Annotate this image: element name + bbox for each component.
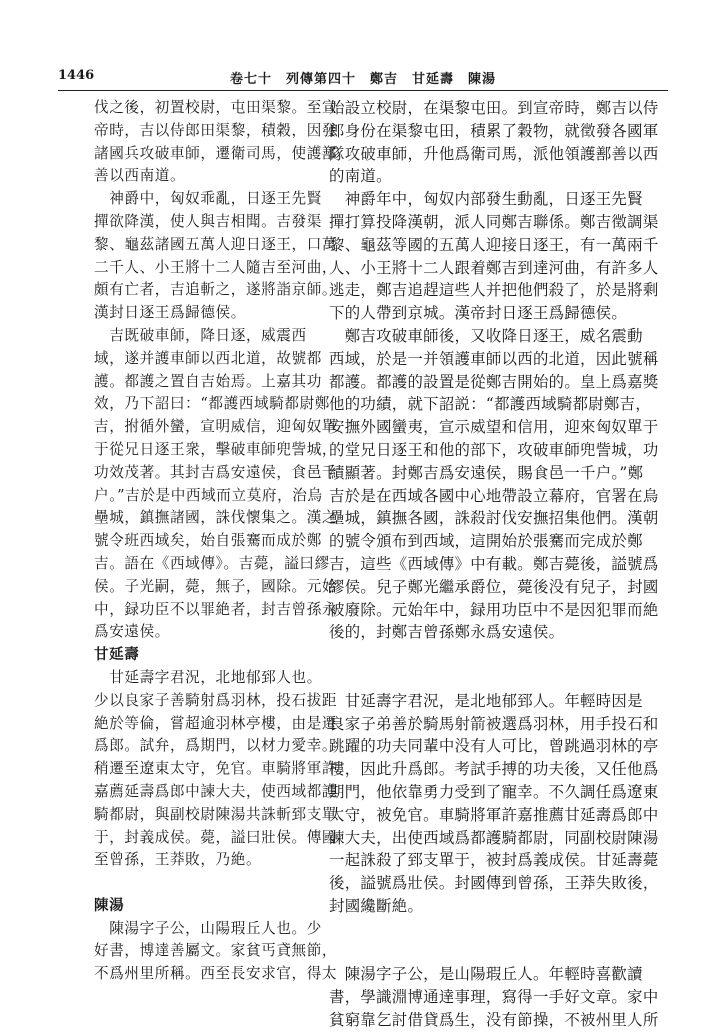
- text-line: 西域，於是一并領護車師以西的北道，因此號稱: [329, 349, 659, 368]
- text-line: 中，録功臣不以罪絶者，封吉曾孫永: [94, 600, 338, 618]
- header-rule: [58, 90, 668, 91]
- text-line: 安撫外國蠻夷，宣示威望和信用，迎來匈奴單于: [329, 418, 659, 437]
- text-line: 至曾孫，王莽敗，乃絶。: [94, 851, 262, 869]
- section-heading: 甘延壽: [94, 647, 140, 664]
- text-line: 黎、龜茲諸國五萬人迎日逐王，口萬: [94, 235, 338, 253]
- classical-text-column: [94, 97, 338, 986]
- text-line: 神爵年中，匈奴内部發生動亂，日逐王先賢: [329, 190, 643, 209]
- text-line: 陳湯字子公，山陽瑕丘人也。少: [94, 919, 322, 937]
- text-line: 他的功績，就下詔説：“都護西域騎都尉鄭吉，: [329, 395, 651, 414]
- text-line: 書，學識淵博通達事理，寫得一手好文章。家中: [329, 988, 659, 1007]
- text-line: 壘城，鎮撫諸國，誅伐懷集之。漢之: [94, 509, 338, 527]
- text-line: 績顯著。封鄭吉爲安遠侯，賜食邑一千户。”鄭: [329, 463, 644, 482]
- text-line: 帝時，吉以侍郎田渠黎，積穀，因發: [94, 121, 338, 139]
- text-line: 的號令頒布到西域，這開始於張騫而完成於鄭: [329, 532, 643, 551]
- text-line: 的堂兄日逐王和他的部下，攻破車師兜訾城，功: [329, 440, 659, 459]
- text-line: 撣欲降漢，使人與吉相聞。吉發渠: [94, 212, 322, 230]
- text-line: 伐之後，初置校尉，屯田渠黎。至宣: [94, 99, 338, 116]
- text-line: 後，謚號爲壯侯。封國傳到曾孫，王莽失敗後，: [329, 874, 659, 893]
- text-line: 好書，博達善屬文。家貧丐貣無節，: [94, 942, 338, 960]
- text-line: 壘城，鎮撫各國，誅殺討伐安撫招集他們。漢朝: [329, 509, 659, 528]
- page-number: 1446: [58, 68, 95, 83]
- text-line: 郎身份在渠黎屯田，積累了穀物，就徵發各國軍: [329, 121, 659, 140]
- text-line: 一起誅殺了郅支單于，被封爲義成侯。甘延壽薨: [329, 851, 659, 870]
- text-line: 樓，因此升爲郎。考試手搏的功夫後，又任他爲: [329, 760, 659, 779]
- text-line: 不爲州里所稱。西至長安求官，得太: [94, 965, 338, 983]
- text-line: 侯。子光嗣，薨，無子，國除。元始: [94, 577, 338, 595]
- text-line: 二千人、小王將十二人隨吉至河曲，: [94, 258, 338, 276]
- text-line: 甘延壽字君況，是北地郁郅人。年輕時因是: [329, 691, 643, 710]
- text-line: 人、小王將十二人跟着鄭吉到達河曲，有許多人: [329, 258, 659, 277]
- text-line: 跳躍的功夫同輩中没有人可比，曾跳過羽林的亭: [329, 737, 659, 756]
- text-line: 號令班西域矣，始自張騫而成於鄭: [94, 532, 322, 550]
- text-line: 吉。語在《西域傳》。吉薨，謚曰繆: [94, 554, 330, 572]
- text-line: 頗有亡者，吉追斬之，遂將詣京師。: [94, 281, 338, 299]
- text-line: 吉於是在西域各國中心地帶設立幕府，官署在烏: [329, 486, 659, 505]
- text-line: 貧窮靠乞討借貸爲生，没有節操，不被州里人所: [329, 1010, 659, 1029]
- translation-column: [329, 97, 671, 1032]
- text-line: 少以良家子善騎射爲羽林，投石拔距: [94, 691, 338, 709]
- text-line: 户。”吉於是中西域而立莫府，治烏: [94, 486, 323, 504]
- text-line: 太守，被免官。車騎將軍許嘉推薦甘延壽爲郎中: [329, 805, 659, 824]
- text-line: 護。都護之置自吉始焉。上嘉其功: [94, 372, 322, 390]
- text-line: 效，乃下詔曰：“都護西域騎都尉鄭: [94, 395, 330, 413]
- text-line: 陳湯字子公，是山陽瑕丘人。年輕時喜歡讀: [329, 965, 643, 984]
- text-line: [329, 918, 671, 941]
- text-line: 撣打算投降漢朝，派人同鄭吉聯係。鄭吉徵調渠: [329, 212, 659, 231]
- text-line: 域，遂并護車師以西北道，故號都: [94, 349, 322, 367]
- text-line: 嘉薦延壽爲郎中諫大夫，使西域都護: [94, 782, 338, 800]
- text-line: 爲郎。試弁，爲期門，以材力愛幸。: [94, 737, 338, 755]
- text-line: 于，封義成侯。薨，謚曰壯侯。傳國: [94, 828, 338, 846]
- text-line: 後的，封鄭吉曾孫鄭永爲安遠侯。: [329, 623, 565, 642]
- text-line: 良家子弟善於騎馬射箭被選爲羽林，用手投石和: [329, 714, 659, 733]
- text-line: [329, 940, 671, 963]
- text-line: 稍遷至遼東太守，免官。車騎將軍許: [94, 760, 338, 778]
- text-line: 善以西南道。: [94, 167, 186, 185]
- text-line: 絶於等倫，嘗超逾羽林亭樓，由是遷: [94, 714, 338, 732]
- text-line: [329, 644, 671, 667]
- text-line: 吉，拊循外蠻，宣明威信，迎匈奴單: [94, 418, 338, 436]
- text-line: 黎、龜茲等國的五萬人迎接日逐王，有一萬兩千: [329, 235, 659, 254]
- text-line: 繆侯。兒子鄭光繼承爵位，薨後没有兒子，封國: [329, 577, 659, 596]
- text-line: 漢封日逐王爲歸德侯。: [94, 304, 246, 322]
- text-line: 吉既破車師，降日逐，威震西: [94, 326, 307, 344]
- text-line: 的南道。: [329, 167, 392, 186]
- text-line: 神爵中，匈奴乖亂，日逐王先賢: [94, 190, 322, 208]
- text-line: [94, 872, 310, 895]
- text-line: 爲安遠侯。: [94, 623, 170, 641]
- text-line: 諸國兵攻破車師，遷衛司馬，使護鄯: [94, 144, 338, 162]
- text-line: 封國纔斷絶。: [329, 896, 424, 915]
- text-line: 逃走，鄭吉追趕這些人并把他們殺了，於是將剩: [329, 281, 659, 300]
- text-line: 鄭吉攻破車師後，又收降日逐王，威名震動: [329, 326, 643, 345]
- text-line: 功效茂著。其封吉爲安遠侯，食邑千: [94, 463, 338, 481]
- text-line: 期門，他依靠勇力受到了寵幸。不久調任爲遼東: [329, 782, 659, 801]
- text-line: 吉，這些《西域傳》中有載。鄭吉薨後，謚號爲: [329, 554, 659, 573]
- text-line: [329, 667, 671, 690]
- text-line: 隊攻破車師，升他爲衛司馬，派他領護鄯善以西: [329, 144, 659, 163]
- text-line: 騎都尉，與副校尉陳湯共誅斬郅支單: [94, 805, 338, 823]
- text-line: 都護。都護的設置是從鄭吉開始的。皇上爲嘉獎: [329, 372, 659, 391]
- section-heading: 陳湯: [94, 897, 125, 914]
- running-title: 卷七十 列傳第四十 鄭吉 甘延壽 陳湯: [230, 72, 497, 87]
- text-line: 于從兄日逐王衆，擊破車師兜訾城，: [94, 440, 338, 458]
- page-header: [58, 66, 668, 88]
- text-line: 甘延壽字君況，北地郁郅人也。: [94, 668, 322, 686]
- text-line: 諫大夫，出使西域爲都護騎都尉，同副校尉陳湯: [329, 828, 659, 847]
- text-line: 始設立校尉，在渠黎屯田。到宣帝時，鄭吉以侍: [329, 99, 659, 117]
- text-line: 下的人帶到京城。漢帝封日逐王爲歸德侯。: [329, 304, 628, 323]
- text-line: 被廢除。元始年中，録用功臣中不是因犯罪而絶: [329, 600, 659, 619]
